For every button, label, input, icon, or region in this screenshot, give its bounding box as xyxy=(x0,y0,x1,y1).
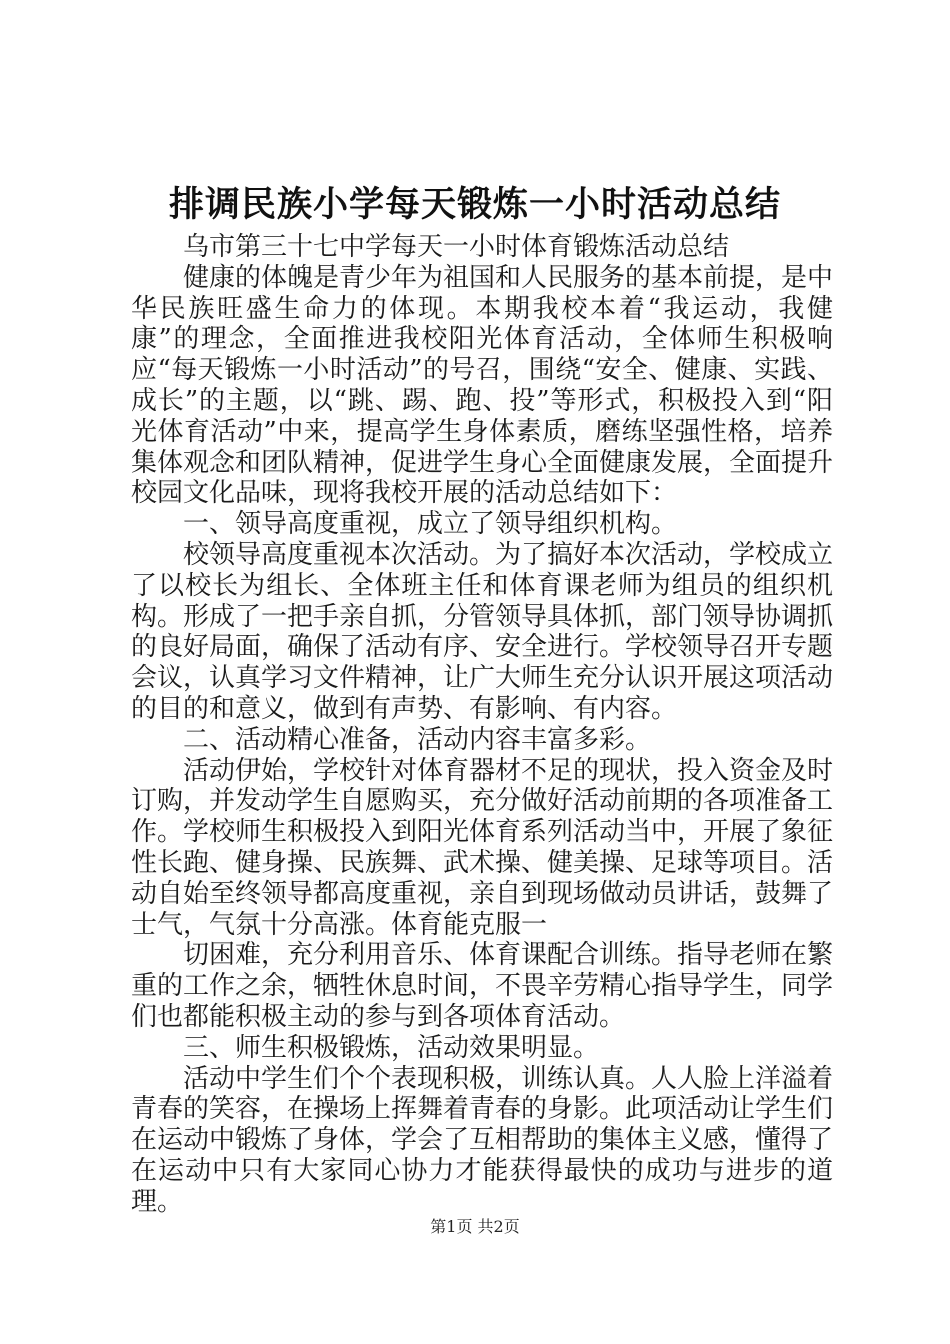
document-title: 排调民族小学每天锻炼一小时活动总结 xyxy=(168,184,781,225)
paragraph-section-3: 活动中学生们个个表现积极，训练认真。人人脸上洋溢着青春的笑容，在操场上挥舞着青春的身影。此项活动让学生们在运动中锻炼了身体，学会了互相帮助的集体主义感，懂得了在运动中只有大家同心协力才能获得最快的成功与进步的道理。 xyxy=(131,1063,834,1217)
paragraph-subtitle: 乌市第三十七中学每天一小时体育锻炼活动总结 xyxy=(183,232,730,262)
paragraph-section-2: 活动伊始，学校针对体育器材不足的现状，投入资金及时订购，并发动学生自愿购买，充分做好活动前期的各项准备工作。学校师生积极投入到阳光体育系列活动当中，开展了象征性长跑、健身操、民族舞、武术操、健美操、足球等项目。活动自始至终领导都高度重视，亲自到现场做动员讲话，鼓舞了士气，气氛十分高涨。体育能克服一 xyxy=(131,755,834,940)
section-heading-1: 一、领导高度重视，成立了领导组织机构。 xyxy=(183,509,678,540)
section-heading-2: 二、活动精心准备，活动内容丰富多彩。 xyxy=(183,724,652,755)
section-heading-3: 三、师生积极锻炼，活动效果明显。 xyxy=(183,1032,600,1063)
paragraph-intro: 健康的体魄是青少年为祖国和人民服务的基本前提，是中华民族旺盛生命力的体现。本期我校本着“我运动，我健康”的理念，全面推进我校阳光体育活动，全体师生积极响应“每天锻炼一小时活动”的号召，围绕“安全、健康、实践、成长”的主题，以“跳、踢、跑、投”等形式，积极投入到“阳光体育活动”中来，提高学生身体素质，磨练坚强性格，培养集体观念和团队精神，促进学生身心全面健康发展，全面提升校园文化品味，现将我校开展的活动总结如下： xyxy=(131,262,834,509)
document-body xyxy=(131,232,833,1218)
paragraph-section-2-cont: 切困难，充分利用音乐、体育课配合训练。指导老师在繁重的工作之余，牺牲休息时间，不畏辛劳精心指导学生，同学们也都能积极主动的参与到各项体育活动。 xyxy=(131,940,834,1032)
page-footer: 第1页 共2页 xyxy=(430,1217,520,1236)
paragraph-section-1: 校领导高度重视本次活动。为了搞好本次活动，学校成立了以校长为组长、全体班主任和体育课老师为组员的组织机构。形成了一把手亲自抓，分管领导具体抓，部门领导协调抓的良好局面，确保了活动有序、安全进行。学校领导召开专题会议，认真学习文件精神，让广大师生充分认识开展这项活动的目的和意义，做到有声势、有影响、有内容。 xyxy=(131,539,834,724)
